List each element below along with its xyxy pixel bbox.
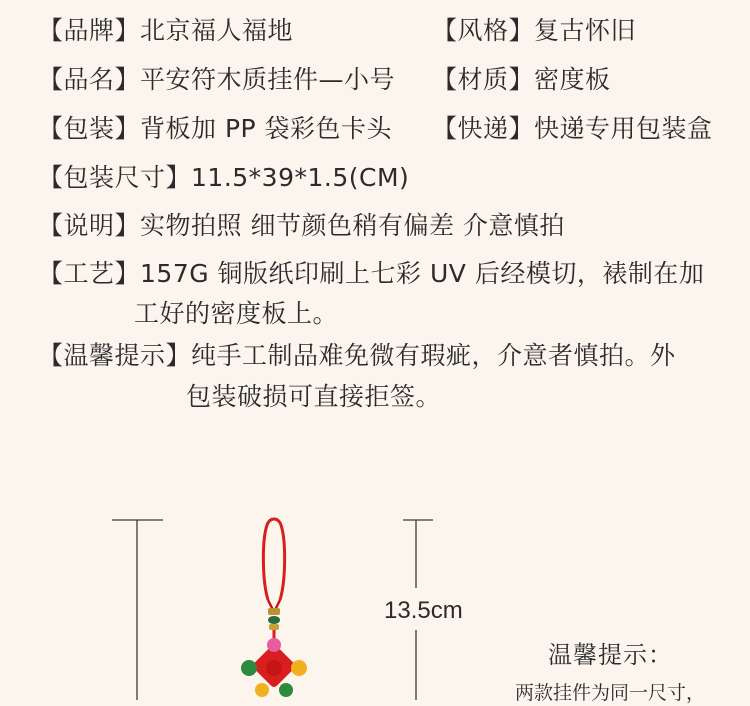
left-dimension-line bbox=[112, 520, 163, 700]
tips-value-line1: 纯手工制品难免微有瑕疵，介意者慎拍。外 bbox=[191, 341, 676, 370]
tip-title: 温馨提示： bbox=[548, 641, 673, 669]
spec-name bbox=[38, 64, 395, 96]
packaging-value: 背板加 PP 袋彩色卡头 bbox=[140, 114, 393, 143]
spec-style bbox=[432, 15, 636, 47]
craft-value-line2: 工好的密度板上。 bbox=[134, 299, 339, 328]
pendant-beads bbox=[268, 608, 280, 630]
delivery-label: 【快递】 bbox=[432, 114, 535, 143]
spec-note bbox=[38, 210, 565, 242]
note-value: 实物拍照 细节颜色稍有偏差 介意慎拍 bbox=[140, 211, 565, 240]
spec-packaging bbox=[38, 113, 392, 145]
spec-size bbox=[38, 162, 409, 194]
note-label: 【说明】 bbox=[38, 211, 141, 240]
spec-tips bbox=[38, 340, 676, 372]
name-value: 平安符木质挂件—小号 bbox=[140, 65, 396, 94]
dimension-label: 13.5cm bbox=[384, 597, 463, 624]
spec-craft bbox=[38, 258, 704, 290]
craft-value-line1: 157G 铜版纸印刷上七彩 UV 后经模切，裱制在加 bbox=[140, 259, 705, 288]
material-label: 【材质】 bbox=[432, 65, 535, 94]
material-value: 密度板 bbox=[534, 65, 611, 94]
chinese-knot bbox=[241, 638, 307, 697]
style-value: 复古怀旧 bbox=[534, 16, 637, 45]
craft-label: 【工艺】 bbox=[38, 259, 141, 288]
spec-material bbox=[432, 64, 611, 96]
pendant-cord bbox=[263, 519, 284, 612]
delivery-value: 快递专用包装盒 bbox=[534, 114, 713, 143]
size-label: 【包装尺寸】 bbox=[38, 163, 192, 192]
name-label: 【品名】 bbox=[38, 65, 141, 94]
spec-delivery bbox=[432, 113, 713, 145]
brand-label: 【品牌】 bbox=[38, 16, 141, 45]
tip-text: 两款挂件为同一尺寸， bbox=[515, 682, 706, 704]
style-label: 【风格】 bbox=[432, 16, 535, 45]
size-value: 11.5*39*1.5(CM) bbox=[191, 163, 410, 192]
packaging-label: 【包装】 bbox=[38, 114, 141, 143]
size-diagram bbox=[0, 500, 750, 700]
tips-value-line2: 包装破损可直接拒签。 bbox=[186, 382, 442, 411]
spec-brand bbox=[38, 15, 293, 47]
tips-label: 【温馨提示】 bbox=[38, 341, 192, 370]
brand-value: 北京福人福地 bbox=[140, 16, 294, 45]
